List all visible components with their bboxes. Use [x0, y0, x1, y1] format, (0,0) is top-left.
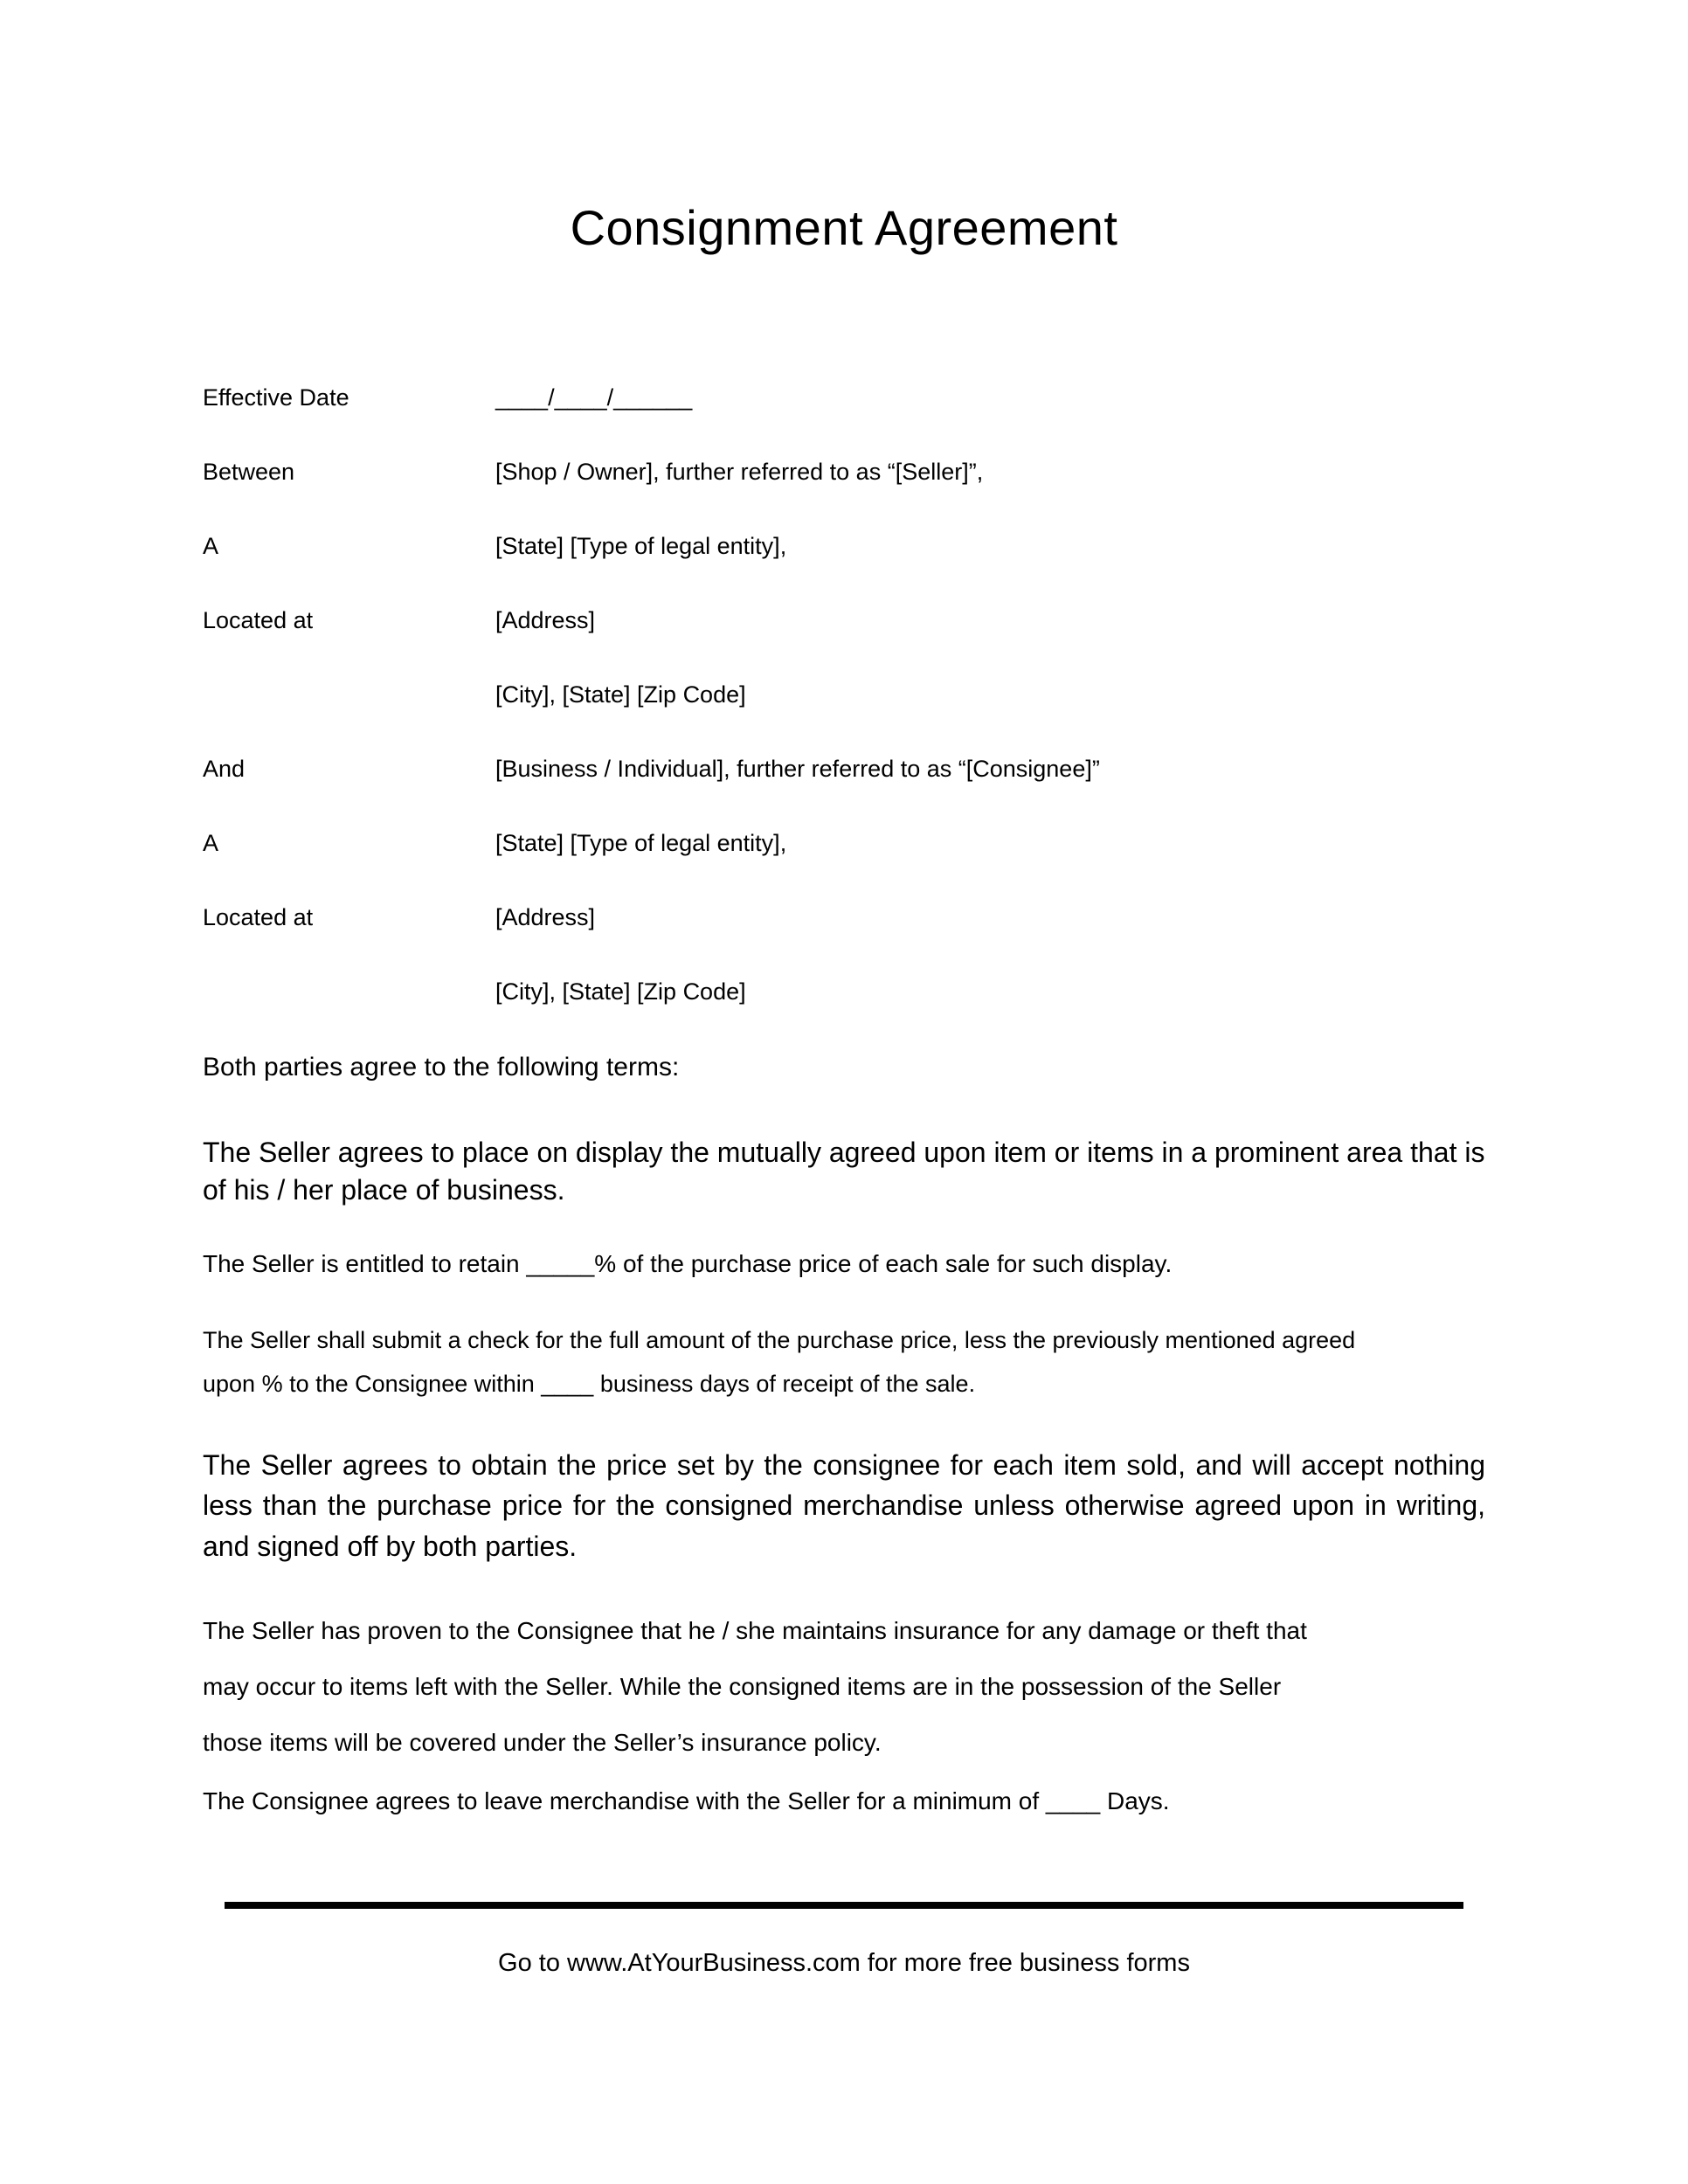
row-seller-address [203, 606, 1485, 634]
page-footer [0, 1902, 1688, 1978]
document-title: Consignment Agreement [570, 200, 1118, 255]
field-value: [City], [State] [Zip Code] [495, 978, 746, 1005]
row-consignee-city-state-zip [203, 978, 1485, 1006]
field-label: A [203, 533, 219, 559]
term-paragraph-retain-percent: The Seller is entitled to retain _____% of the purchase price of each sale for such display. [203, 1250, 1173, 1278]
row-seller-entity-type [203, 532, 1485, 560]
field-value: [State] [Type of legal entity], [495, 533, 787, 559]
terms-intro: Both parties agree to the following terms: [203, 1053, 680, 1082]
field-label [203, 681, 495, 708]
row-consignee-address [203, 903, 1485, 931]
field-label: Effective Date [203, 384, 349, 411]
term-paragraph-minimum-days: The Consignee agrees to leave merchandise with the Seller for a minimum of ____ Days. [203, 1787, 1170, 1814]
field-label: Located at [203, 607, 314, 633]
field-value: [Address] [495, 904, 596, 930]
row-consignee-entity-type [203, 829, 1485, 857]
field-value: ____/____/______ [495, 384, 693, 411]
term-paragraph-insurance: The Seller has proven to the Consignee that he / she maintains insurance for any damage or theft that may occur to items left with the Seller. While the consigned items are in the possession of the Seller those items will be covered under the Seller’s insurance policy. [203, 1617, 1307, 1756]
terms-section [203, 1134, 1485, 1818]
row-and [203, 755, 1485, 783]
field-value: [Shop / Owner], further referred to as “[Seller]”, [495, 459, 984, 485]
document-content [0, 199, 1688, 1818]
parties-section [203, 384, 1485, 1006]
term-paragraph-display: The Seller agrees to place on display the mutually agreed upon item or items in a prominent area that is of his / her place of business. [203, 1137, 1485, 1206]
field-label: Between [203, 459, 295, 485]
row-effective-date [203, 384, 1485, 411]
field-label: Located at [203, 904, 314, 930]
row-seller-city-state-zip [203, 681, 1485, 708]
field-value: [State] [Type of legal entity], [495, 830, 787, 856]
footer-divider [225, 1902, 1463, 1909]
row-between [203, 458, 1485, 486]
term-paragraph-submit-check: The Seller shall submit a check for the full amount of the purchase price, less the previously mentioned agreed upon % to the Consignee within ____ business days of receipt of the sale. [203, 1327, 1356, 1398]
field-value: [Address] [495, 607, 596, 633]
field-value: [Business / Individual], further referred to as “[Consignee]” [495, 756, 1100, 782]
field-value: [City], [State] [Zip Code] [495, 681, 746, 708]
term-paragraph-price: The Seller agrees to obtain the price set by the consignee for each item sold, and will accept nothing less than the purchase price for the consigned merchandise unless otherwise agreed upon in writing, and signed off by both parties. [203, 1449, 1485, 1562]
field-label: And [203, 756, 246, 782]
footer-text: Go to www.AtYourBusiness.com for more free business forms [498, 1949, 1190, 1977]
field-label [203, 978, 495, 1006]
field-label: A [203, 830, 219, 856]
